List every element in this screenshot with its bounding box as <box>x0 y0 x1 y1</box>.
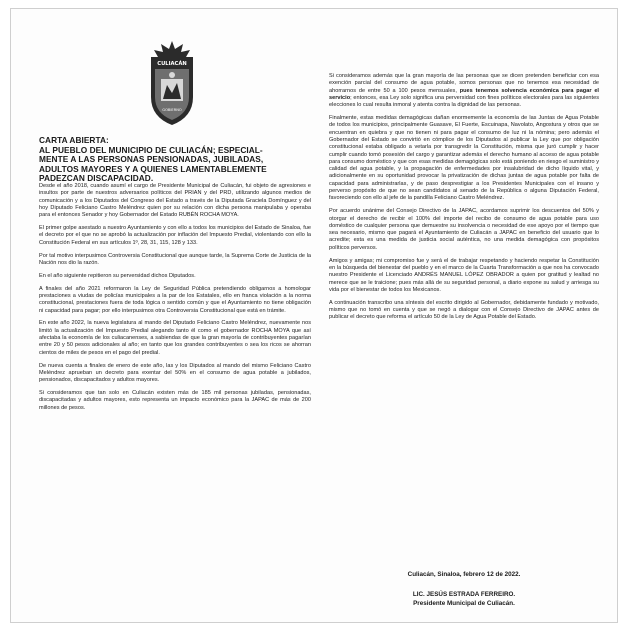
right-p1-text-a: Si consideramos además que la gran mayoría de las personas que se dicen pretenden beneficiar con esa exención parcial del consumo de agua potable, somos personas que no tenemos esa necesidad de ahorrarnos de entre 50 a 100 pesos mensuales, <box>329 73 599 94</box>
culiacan-seal <box>137 39 207 129</box>
title-line-5: PADEZCAN DISCAPACIDAD. <box>39 173 154 184</box>
right-p1-text-b: ; entonces, esa Ley solo significa una perversidad con fines políticos electorales para las siguientes elecciones lo cual resulta inmoral y atenta contra la dignidad de las personas. <box>329 94 599 109</box>
title-line-4: ADULTOS MAYORES Y A QUIENES LAMENTABLEMENTE <box>39 163 267 174</box>
right-paragraph-5: A continuación transcribo una síntesis del escrito dirigido al Gobernador, debidamente fundado y motivado, mismo que no tomó en cuenta y que se negó a dialogar con el Consejo Directivo de JAPAC antes de publicar el decreto que reforma el artículo 50 de la Ley de Agua Potable del Estado. <box>329 299 599 321</box>
left-paragraph-7: De nueva cuenta a finales de enero de este año, las y los Diputados al mando del mismo Feliciano Castro Meléndrez aprueban un decreto para exentar del 50% en el consumo de agua potable a jubilados, pensionados, discapacitados y adultos mayores. <box>39 362 311 384</box>
left-paragraph-3: Por tal motivo interpusimos Controversia Constitucional que aunque tarde, la Suprema Corte de Justicia de la Nación nos dio la razón. <box>39 252 311 266</box>
seal-bottom-text: GOBIERNO <box>162 108 182 112</box>
right-column <box>329 73 599 327</box>
title-line-3: MENTE A LAS PERSONAS PENSIONADAS, JUBILADAS, <box>39 154 264 165</box>
left-paragraph-6: En este año 2022, la nueva legislatura al mando del Diputado Feliciano Castro Meléndrez, nuevamente nos limitó la actualización del Impuesto Predial alegando tanto él como el gobernador ROCHA MOYA que así afectaba la economía de los culiacanenses, a sabiendas de que la gran mayoría de contribuyentes pagarían entre 20 y 50 pesos adicionales al año; en tanto que los grandes contribuyentes o sea los ricos se ahorran cientos de miles de pesos en el pago del predial. <box>39 320 311 356</box>
place-date: Culiacán, Sinaloa, febrero 12 de 2022. <box>407 571 521 578</box>
left-paragraph-5: A finales del año 2021 reformaron la Ley de Seguridad Pública pretendiendo obligarnos a homologar prestaciones a viudas de policías municipales a la par de los Estatales, ello en franca violación a la norma constitucional, prestaciones fuera de toda lógica o sentido común y que el Ayuntamiento no tiene obligación ni capacidad para pagar; por ello interpusimos otra Controversia Constitucional que está en trámite. <box>39 285 311 314</box>
signer-name: LIC. JESÚS ESTRADA FERREIRO. <box>412 591 516 598</box>
seal-top-text: CULIACÁN <box>157 61 187 67</box>
left-paragraph-1: Desde el año 2018, cuando asumí el cargo de Presidente Municipal de Culiacán, fui objeto de agresiones e insultos por parte de nuestros adversarios políticos del PRIAN y del PRD, utilizando algunos medios de comunicación y a los Diputados del Congreso del Estado a través de la Diputada Graciela Domínguez y del hoy Diputado Feliciano Castro Meléndrez quien por su relación con dicha persona manipulaba y operaba para el entonces Senador y hoy Gobernador del Estado RUBÉN ROCHA MOYA. <box>39 183 311 219</box>
letter-title <box>39 136 311 184</box>
left-column <box>39 183 311 417</box>
newspaper-page <box>10 8 618 623</box>
right-paragraph-3: Por acuerdo unánime del Consejo Directivo de la JAPAC, acordamos suprimir los descuentos del 50% y otorgar el derecho de recibir el 100% del importe del recibo de consumo de agua potable para uso doméstico de cualquier persona que demuestre su insolvencia o necesidad de ese apoyo por el tiempo que sea necesario, mismo que pagará el Ayuntamiento de Culiacán a JAPAC en beneficio del usuario que lo acredite; esta es una medida de justicia social auténtica, no una medida demagógica con propósitos políticos perversos. <box>329 208 599 251</box>
right-paragraph-4: Amigos y amigas; mi compromiso fue y será el de trabajar respetando y haciendo respetar la Constitución en la búsqueda del bienestar del pueblo y en el marco de la Cuarta Transformación a que nos ha convocado nuestro Presidente el Licenciado ANDRÉS MANUEL LÓPEZ OBRADOR a quien por gratitud y lealtad no merece que se le traicione; pues más allá de su seguridad personal, a diario expone su salud y arriesga su vida por el bienestar de todos los Mexicanos. <box>329 257 599 293</box>
title-line-2: AL PUEBLO DEL MUNICIPIO DE CULIACÁN; ESPECIAL- <box>39 144 263 155</box>
title-line-1: CARTA ABIERTA: <box>39 135 109 145</box>
left-paragraph-2: El primer golpe asestado a nuestro Ayuntamiento y con ello a todos los municipios del Estado de Sinaloa, fue el decreto por el que no se aprobó la actualización por inflación del Impuesto Predial, violentando con ello la Constitución Federal en sus artículos 1º, 28, 31, 115, 128 y 133. <box>39 225 311 246</box>
right-paragraph-1 <box>329 73 599 109</box>
right-paragraph-2: Finalmente, estas medidas demagógicas dañan enormemente la economía de las Juntas de Agua Potable de todos los municipios, principalmente Guasave, El Fuerte, Escuinapa, Navolato, Angostura y otros que se encuentran en quiebra y que no tienen ni para pagar el consumo de luz ni la nómina; pero además el Gobernador del Estado se convirtió en cómplice de los Diputados al publicar la Ley que por obligación constitucional estaba obligado a vetarla por transgredir la Constitución, misma que juró cumplir y hacer cumplir cuando tomó posesión del cargo y garantizar además el derecho humano al acceso de agua potable para consumo doméstico y que con esas medidas demagógicas solo está poniendo en riesgo el suministro y calidad del agua potable, y la propagación de enfermedades por insalubridad de dicho líquido vital, y adicionalmente en su oportunidad provocar la privatización de dichas juntas de agua potable por falta de capacidad para administrarlas, y de paso desprestigiar a los Presidentes Municipales con el insano y perverso propósito de que no sean candidatos al senado de la República o alguna Diputación Federal, favoreciendo con ello al jefe de la pandilla Feliciano Castro Meléndrez. <box>329 115 599 202</box>
seal-emblem-icon <box>137 39 207 129</box>
left-paragraph-8: Si consideramos que tan solo en Culiacán existen más de 185 mil personas jubiladas, pensionadas, discapacitadas y adultos mayores, esto representa un impacto económico para la JAPAC de más de 200 millones de pesos. <box>39 389 311 411</box>
signer-role: Presidente Municipal de Culiacán. <box>413 600 515 607</box>
right-p1-bold: pues tenemos solvencia económica para pagar el servicio <box>329 87 599 101</box>
left-paragraph-4: En el año siguiente repitieron su perversidad dichos Diputados. <box>39 272 196 279</box>
